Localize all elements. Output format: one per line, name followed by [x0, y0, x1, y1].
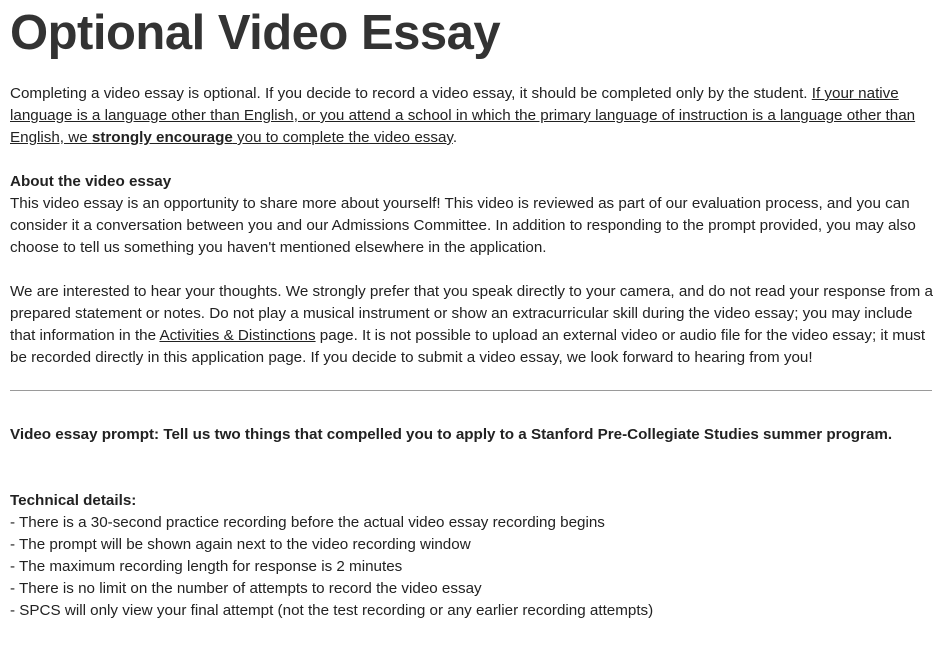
link-text-part2: you to complete the video essay [232, 129, 453, 146]
section-divider [10, 390, 932, 391]
page-title: Optional Video Essay [10, 6, 501, 60]
technical-details-heading: Technical details: [10, 492, 137, 509]
list-item: - There is no limit on the number of attempts to record the video essay [10, 580, 482, 597]
activities-distinctions-link[interactable]: Activities & Distinctions [159, 327, 316, 344]
link-text-part1: If your native language is a language other than English, or you attend a school in which the primary language of instruction is a language other than English, we [10, 85, 916, 146]
intro-paragraph [10, 83, 933, 149]
intro-text: Completing a video essay is optional. If you decide to record a video essay, it should be completed only by the student. [10, 85, 812, 102]
list-item: - SPCS will only view your final attempt (not the test recording or any earlier recording attempts) [10, 602, 654, 619]
link-text-bold: strongly encourage [91, 129, 233, 146]
about-heading: About the video essay [10, 173, 172, 190]
list-item: - There is a 30-second practice recording before the actual video essay recording begins [10, 514, 605, 531]
intro-end: . [452, 129, 458, 146]
interest-paragraph [10, 281, 933, 369]
about-section [10, 171, 933, 259]
interest-text-before: We are interested to hear your thoughts. We strongly prefer that you speak directly to your camera, and do not read your response from a prepared statement or notes. Do not play a musical instrument or show an extracurricular skill during the video essay; you may include that information in the [10, 283, 933, 344]
technical-details-list [10, 512, 933, 622]
video-essay-prompt: Video essay prompt: Tell us two things that compelled you to apply to a Stanford Pre-Collegiate Studies summer program. [10, 426, 893, 443]
about-body: This video essay is an opportunity to share more about yourself! This video is reviewed as part of our evaluation process, and you can consider it a conversation between you and our Admissions Committee. In addition to responding to the prompt provided, you may also choose to tell us something you haven't mentioned elsewhere in the application. [10, 195, 916, 256]
list-item: - The prompt will be shown again next to the video recording window [10, 536, 471, 553]
interest-text-after: page. It is not possible to upload an external video or audio file for the video essay; it must be recorded directly in this application page. If you decide to submit a video essay, we look forward to hearing from you! [10, 327, 926, 366]
list-item: - The maximum recording length for response is 2 minutes [10, 558, 403, 575]
